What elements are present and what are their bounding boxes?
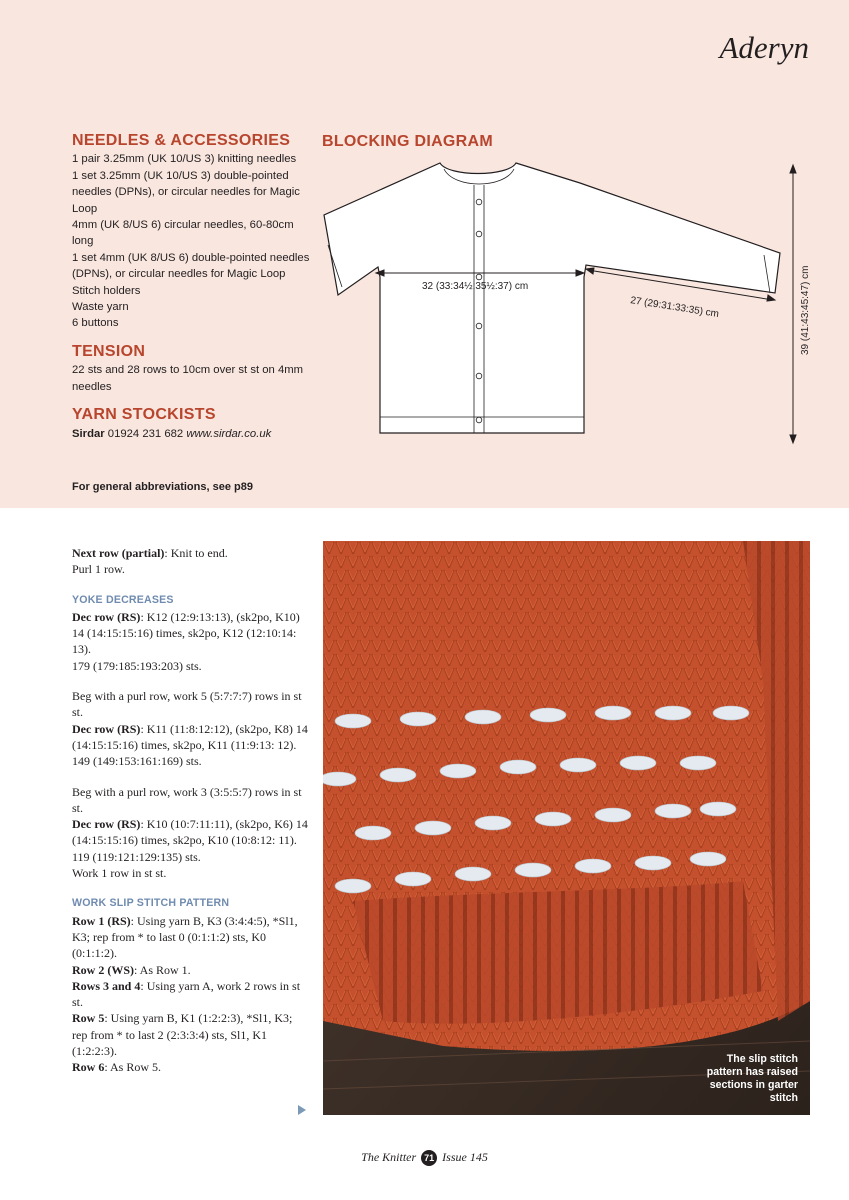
needle-item: 1 set 3.25mm (UK 10/US 3) double-pointed needles (DPNs), or circular needles for Magic Loop (72, 169, 300, 215)
row-text: : K11 (11:8:12:12), (sk2po, K8) 14 (14:15:15:16) times, sk2po, K11 (11:9:13: 12). (72, 721, 308, 752)
stitch-count: 179 (179:185:193:203) sts. (72, 658, 202, 673)
needle-item: 1 pair 3.25mm (UK 10/US 3) knitting needles (72, 153, 297, 166)
length-measurement-label: 39 (41:43:45:47) cm (800, 265, 811, 355)
button (476, 199, 482, 205)
stockist-line (72, 426, 312, 442)
page-number: 71 (421, 1150, 437, 1166)
needles-section (72, 133, 312, 332)
length-arrowhead-bottom (790, 435, 796, 443)
stockist-web: www.sirdar.co.uk (186, 427, 272, 440)
needle-item: 1 set 4mm (UK 8/US 6) double-pointed needles (DPNs), or circular needles for Magic Loop (72, 251, 310, 281)
chest-measurement-label: 32 (33:34½:35½:37) cm (422, 281, 529, 292)
row-text: Beg with a purl row, work 5 (5:7:7:7) rows in st st. (72, 689, 302, 720)
continue-arrow-icon (298, 1105, 306, 1115)
sleeve-arrowhead-right (767, 295, 775, 301)
row-text: : As Row 5. (104, 1060, 162, 1075)
row-label: Next row (partial) (72, 546, 165, 560)
row-label: Dec row (RS) (72, 817, 141, 832)
instruction-paragraph (72, 784, 308, 882)
yoke-decreases-heading: YOKE DECREASES (72, 593, 174, 606)
accessory-item: Stitch holders (72, 284, 141, 297)
abbreviations-note: For general abbreviations, see p89 (72, 481, 253, 493)
magazine-name: The Knitter (361, 1150, 417, 1164)
row-text: : Using yarn B, K1 (1:2:2:3), *Sl1, K3; rep from * to last 2 (2:3:3:4) sts, Sl1, K1 (1:2:2:3). (72, 1011, 293, 1059)
accessory-item: 6 buttons (72, 317, 119, 330)
row-label: Dec row (RS) (72, 721, 141, 736)
row-text: : K10 (10:7:11:11), (sk2po, K6) 14 (14:15:15:16) times, sk2po, K10 (10:8:12: 11). (72, 817, 308, 848)
row-label: Row 6 (72, 1060, 105, 1075)
specs-column (72, 133, 312, 454)
button (476, 373, 482, 379)
button (476, 231, 482, 237)
stockist-phone: 01924 231 682 (107, 427, 184, 440)
instruction-paragraph (72, 609, 308, 674)
row-label: Dec row (RS) (72, 609, 141, 624)
row-text: : Knit to end. (164, 546, 228, 560)
row-label: Row 1 (RS) (72, 913, 131, 928)
stockist-brand: Sirdar (72, 427, 105, 440)
row-text: : As Row 1. (134, 962, 191, 977)
cardigan-outline (324, 163, 780, 433)
needles-heading: NEEDLES & ACCESSORIES (72, 132, 291, 149)
issue-number: Issue 145 (442, 1150, 488, 1164)
stockists-heading: YARN STOCKISTS (72, 406, 216, 424)
blocking-diagram (318, 155, 818, 455)
row-text: : Using yarn B, K3 (3:4:4:5), *Sl1, K3; rep from * to last 0 (0:1:1:2) sts, K0 (0:1:1:2). (72, 913, 298, 961)
needle-item: 4mm (UK 8/US 6) circular needles, 60-80cm long (72, 219, 294, 248)
stockists-section (72, 407, 312, 442)
slip-stitch-heading: WORK SLIP STITCH PATTERN (72, 897, 230, 910)
pattern-title: Aderyn (719, 30, 809, 65)
tension-section (72, 344, 312, 395)
row-text: Work 1 row in st st. (72, 866, 167, 881)
knitting-photo (323, 541, 810, 1115)
row-label: Rows 3 and 4 (72, 978, 141, 993)
button (476, 417, 482, 423)
row-text: : Using yarn A, work 2 rows in st st. (72, 978, 301, 1010)
row-text: Purl 1 row. (72, 562, 125, 577)
page-footer (0, 1150, 849, 1166)
row-text: : K12 (12:9:13:13), (sk2po, K10) 14 (14:15:15:16) times, sk2po, K12 (12:10:14: 13). (72, 609, 300, 657)
button (476, 323, 482, 329)
stitch-count: 119 (119:121:129:135) sts. (72, 849, 201, 864)
sleeve-arrowhead-left (586, 268, 594, 274)
knit-fabric-illustration (323, 541, 810, 1115)
length-arrowhead-top (790, 165, 796, 173)
tension-heading: TENSION (72, 342, 146, 360)
stitch-count: 149 (149:153:161:169) sts. (72, 754, 202, 769)
sleeve-measurement-label: 27 (29:31:33:35) cm (629, 295, 720, 320)
accessory-item: Waste yarn (72, 301, 129, 314)
button (476, 274, 482, 280)
row-label: Row 5 (72, 1011, 105, 1026)
instruction-paragraph (72, 688, 308, 769)
tension-text: 22 sts and 28 rows to 10cm over st st on 4mm needles (72, 364, 304, 393)
row-label: Row 2 (WS) (72, 962, 134, 977)
instruction-paragraph (72, 545, 308, 578)
instruction-paragraph (72, 913, 308, 1076)
photo-caption: The slip stitch pattern has raised sections in garter stitch (706, 1053, 798, 1104)
pattern-instructions (72, 545, 308, 1090)
row-text: Beg with a purl row, work 3 (3:5:5:7) rows in st st. (72, 784, 302, 815)
diagram-heading: BLOCKING DIAGRAM (322, 133, 494, 150)
